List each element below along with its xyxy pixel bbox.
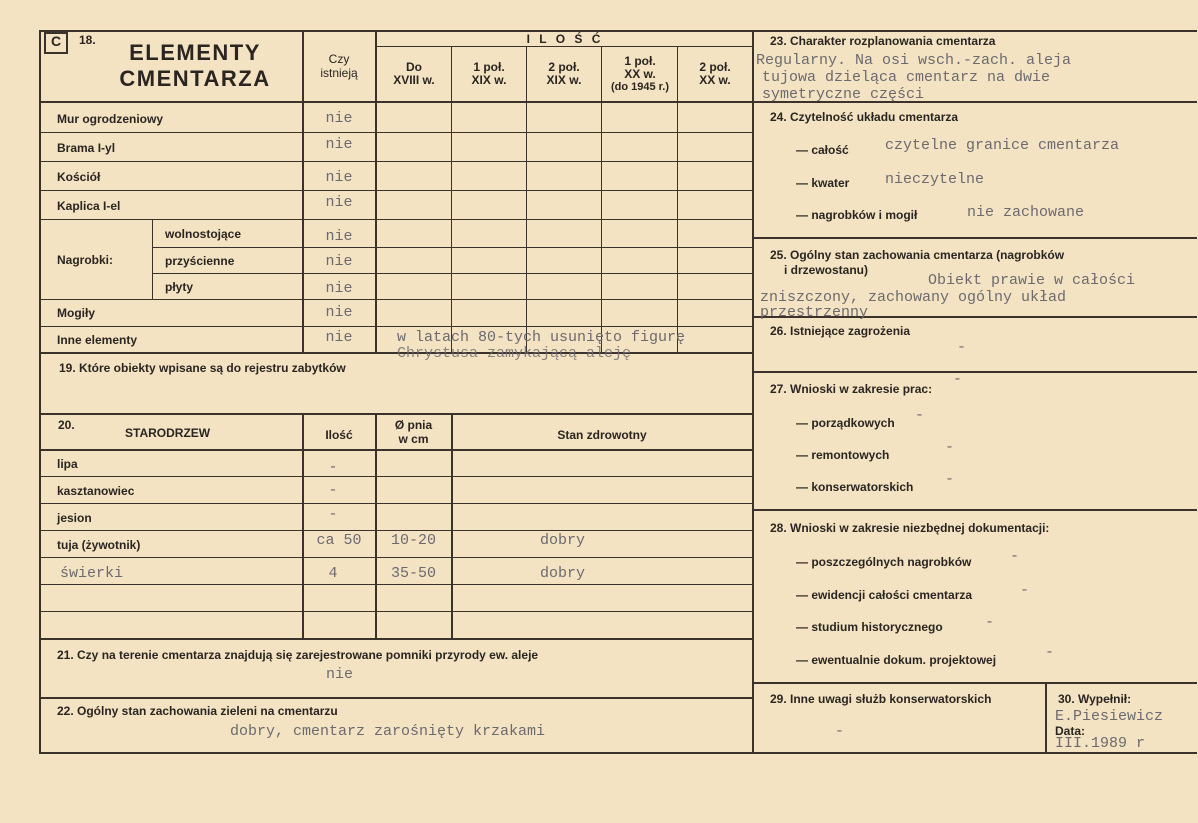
section-29-value: - [835,723,845,740]
element-label-chapel: Kaplica I-el [57,199,121,213]
element-value-other: nie [325,329,353,346]
element-label-other: Inne elementy [57,333,138,347]
section-18-title-line1: ELEMENTY [129,40,261,65]
readability-whole-label: — całość [796,143,849,157]
section-29-label: 29. Inne uwagi służb konserwatorskich [770,692,992,706]
section-19-label: 19. Które obiekty wpisane są do rejestru zabytków [59,361,346,375]
section-26-label: 26. Istniejące zagrożenia [770,324,911,338]
qty-col-3-l2: XX w. [624,67,656,81]
tree-diam-thuja: 10-20 [390,532,436,549]
other-elements-note-2: Chrystusa zamykającą aleję [397,345,632,362]
other-elements-note-1: w latach 80-tych usunięto figurę [397,329,686,346]
section-18-number: 18. [79,33,96,47]
element-value-gate: nie [325,136,353,153]
tree-qty-ash: - [328,506,338,523]
tree-health-spruce: dobry [540,565,586,582]
section-22-value: dobry, cmentarz zarośnięty krzakami [230,723,546,740]
element-value-graves: nie [325,304,353,321]
trees-col-qty: Ilość [325,428,353,442]
element-label-wall-mounted: przyścienne [165,254,235,268]
works-repair-value: - [945,439,955,456]
section-21-value: nie [326,666,354,683]
section-30-label: 30. Wypełnił: [1058,692,1132,706]
element-value-wall-mounted: nie [325,253,353,270]
works-cleanup-value: - [915,407,925,424]
tree-name-chestnut: kasztanowiec [57,484,135,498]
element-label-wall: Mur ogrodzeniowy [57,112,163,126]
section-24-label: 24. Czytelność układu cmentarza [770,110,959,124]
frame-middle [752,30,754,754]
docs-history-value: - [985,614,995,631]
section-21-label: 21. Czy na terenie cmentarza znajdują się zarejestrowane pomniki przyrody ew. aleje [57,648,539,662]
section-23-value-3: symetryczne części [762,86,925,103]
readability-whole-value: czytelne granice cmentarza [885,137,1120,154]
qty-col-0-l1: Do [406,60,422,74]
corner-letter: C [50,33,62,49]
element-value-wall: nie [325,110,353,127]
readability-graves-label: — nagrobków i mogił [796,208,918,222]
section-27-label: 27. Wnioski w zakresie prac: [770,382,933,396]
element-label-graves: Mogiły [57,306,95,320]
docs-whole-label: — ewidencji całości cmentarza [796,588,973,602]
works-cleanup-label: — porządkowych [796,416,895,430]
tombstones-label: Nagrobki: [57,253,114,267]
section-27-value: - [953,371,963,388]
section-25-value-2: zniszczony, zachowany ogólny układ [760,289,1067,306]
section-23-value-2: tujowa dzieląca cmentarz na dwie [762,69,1051,86]
docs-history-label: — studium historycznego [796,620,943,634]
trees-col-health: Stan zdrowotny [557,428,647,442]
trees-col-diam-1: Ø pnia [394,418,433,432]
tree-diam-spruce: 35-50 [390,565,436,582]
tree-name-ash: jesion [57,511,92,525]
docs-whole-value: - [1020,582,1030,599]
tree-qty-linden: - [328,459,338,476]
section-28-label: 28. Wnioski w zakresie niezbędnej dokumentacji: [770,521,1050,535]
works-repair-label: — remontowych [796,448,890,462]
readability-graves-value: nie zachowane [967,204,1085,221]
date-value: III.1989 r [1055,735,1146,752]
qty-col-3-l3: (do 1945 r.) [610,81,670,93]
tree-qty-thuja: ca 50 [316,532,362,549]
trees-col-diam-2: w cm [398,432,429,446]
qty-col-0-l2: XVIII w. [393,73,435,87]
element-value-church: nie [325,169,353,186]
section-22-label: 22. Ogólny stan zachowania zieleni na cmentarzu [57,704,338,718]
col-quantity-header: I L O Ś Ć [526,32,604,46]
qty-col-2-l2: XIX w. [546,73,582,87]
section-18-title-line2: CMENTARZA [119,66,271,91]
section-20-number: 20. [58,418,75,432]
element-value-freestanding: nie [325,228,353,245]
works-conservation-label: — konserwatorskich [796,480,914,494]
qty-col-4-l1: 2 poł. [699,60,731,74]
docs-tombstones-value: - [1010,548,1020,565]
section-25-value-1: Obiekt prawie w całości [928,272,1136,289]
tree-name-thuja: tuja (żywotnik) [57,538,141,552]
section-20-title: STARODRZEW [125,426,211,440]
section-25-label-1: 25. Ogólny stan zachowania cmentarza (nagrobków [770,248,1065,262]
element-label-slabs: płyty [165,280,194,294]
tree-qty-chestnut: - [328,482,338,499]
section-23-label: 23. Charakter rozplanowania cmentarza [770,34,996,48]
qty-col-3-l1: 1 poł. [624,54,656,68]
element-label-gate: Brama I-yl [57,141,116,155]
qty-col-2-l1: 2 poł. [548,60,580,74]
element-label-church: Kościół [57,170,101,184]
section-26-value: - [957,339,967,356]
element-value-chapel: nie [325,194,353,211]
tree-qty-spruce: 4 [328,565,338,582]
qty-col-1-l1: 1 poł. [473,60,505,74]
frame-bottom [39,752,1197,754]
readability-quarters-value: nieczytelne [885,171,985,188]
tree-name-linden: lipa [57,457,78,471]
docs-project-value: - [1045,644,1055,661]
col-exists-2: istnieją [320,66,358,80]
tree-health-thuja: dobry [540,532,586,549]
qty-col-4-l2: XX w. [699,73,731,87]
docs-tombstones-label: — poszczególnych nagrobków [796,555,972,569]
date-label: Data: [1055,724,1086,738]
section-25-label-2: i drzewostanu) [784,263,869,277]
qty-col-1-l2: XIX w. [471,73,507,87]
element-value-slabs: nie [325,280,353,297]
frame-left [39,30,41,754]
works-conservation-value: - [945,471,955,488]
docs-project-label: — ewentualnie dokum. projektowej [796,653,997,667]
readability-quarters-label: — kwater [796,176,850,190]
col-exists-1: Czy [328,52,350,66]
tree-name-spruce: świerki [60,565,124,582]
element-label-freestanding: wolnostojące [165,227,242,241]
section-23-value-1: Regularny. Na osi wsch.-zach. aleja [756,52,1072,69]
filled-by-name: E.Piesiewicz [1055,708,1164,725]
section-25-value-3: przestrzenny [760,304,869,321]
